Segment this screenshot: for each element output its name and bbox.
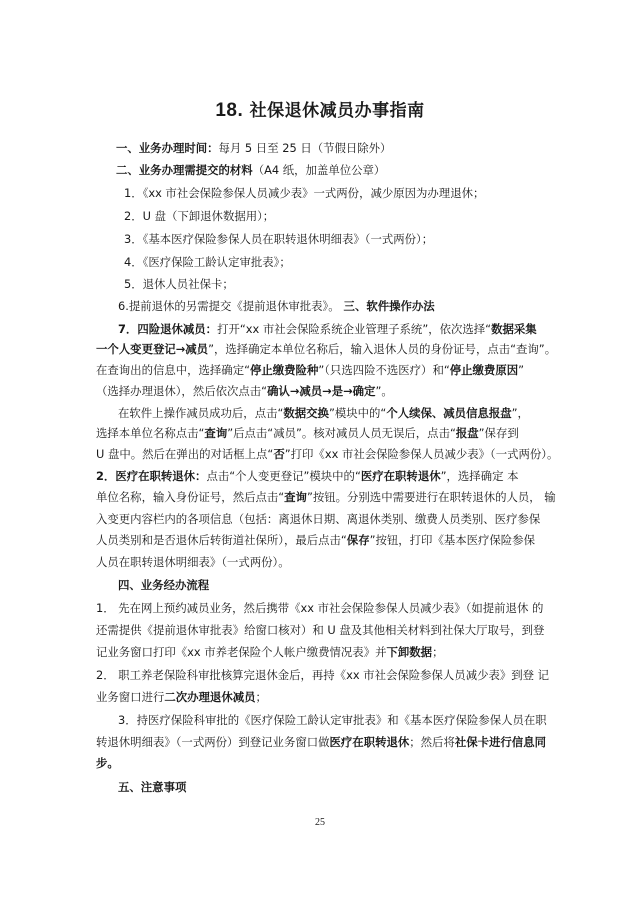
paragraph-line bbox=[118, 405, 529, 421]
emphasis-run: 报盘 bbox=[455, 426, 479, 440]
material-item: 1．《xx 市社会保险参保人员减少表》一式两份，减少原因为办理退休； bbox=[124, 186, 485, 200]
text-run: （选择办理退休），然后依次点击“ bbox=[96, 384, 268, 398]
text-run: 在查询出的信息中，选择确定“ bbox=[96, 363, 250, 377]
emphasis-run: 医疗在职转退休 bbox=[329, 735, 410, 749]
text-run: 单位名称，输入身份证号，然后点击“ bbox=[96, 490, 285, 504]
section-value: 每月 5 日至 25 日（节假日除外） bbox=[218, 141, 392, 155]
section-materials bbox=[116, 162, 385, 178]
text-run: ”打印《xx 市社会保险参保人员减少表》（一式两份）。 bbox=[284, 447, 559, 461]
text-run: 在软件上操作减员成功后，点击“ bbox=[118, 406, 284, 420]
text-run: ； bbox=[255, 690, 267, 704]
emphasis-run: 查询 bbox=[204, 426, 228, 440]
paragraph-line bbox=[96, 532, 535, 548]
emphasis-run: 停止缴费原因 bbox=[449, 363, 519, 377]
text-run: 记业务窗口打印《xx 市养老保险个人帐户缴费情况表》并 bbox=[96, 645, 387, 659]
material-item: 2．U 盘（下卸退休数据用）； bbox=[124, 209, 275, 223]
process-line: 2． 职工养老保险科审批核算完退休金后，再持《xx 市社会保险参保人员减少表》到登 记 bbox=[96, 668, 550, 682]
text-run: 业务窗口进行 bbox=[96, 690, 165, 704]
text-run: ”。 bbox=[375, 384, 393, 398]
text-run: ”保存到 bbox=[478, 426, 519, 440]
emphasis-run: 否 bbox=[273, 447, 285, 461]
title-number: 18. bbox=[215, 100, 244, 121]
section-business-time bbox=[116, 140, 391, 156]
material-item bbox=[118, 298, 435, 314]
emphasis-run: 查询 bbox=[284, 490, 307, 504]
paragraph-line: 入变更内容栏内的各项信息（包括：离退休日期、离退休类别、缴费人员类别、医疗参保 bbox=[96, 512, 541, 526]
paragraph-line bbox=[96, 341, 556, 357]
paragraph-label: 2．医疗在职转退休： bbox=[96, 469, 207, 483]
text-run: ”按钮，打印《基本医疗保险参保 bbox=[369, 533, 535, 547]
process-line bbox=[96, 689, 267, 705]
text-run: ”按钮。分别选中需要进行在职转退休的人员， 输 bbox=[306, 490, 556, 504]
paragraph-line bbox=[96, 489, 556, 505]
paragraph-line bbox=[96, 446, 558, 462]
text-run: 选择本单位名称点击“ bbox=[96, 426, 205, 440]
page-number: 25 bbox=[315, 817, 325, 828]
emphasis-run: 个人续保、减员信息报盘 bbox=[386, 406, 512, 420]
paragraph-line bbox=[96, 383, 393, 399]
text-run: 人员类别和是否退休后转街道社保所），最后点击“ bbox=[96, 533, 347, 547]
paragraph-label: 7．四险退休减员： bbox=[118, 322, 218, 336]
emphasis-run: 社保卡进行信息同 bbox=[454, 735, 546, 749]
text-run: ”，选择确定 本 bbox=[440, 469, 519, 483]
text-run: ”模块中的“ bbox=[328, 406, 387, 420]
emphasis-run: 保存 bbox=[346, 533, 370, 547]
text-run: ；然后将 bbox=[409, 735, 455, 749]
process-line: 3．持医疗保险科审批的《医疗保险工龄认定审批表》和《基本医疗保险参保人员在职 bbox=[118, 713, 547, 727]
process-line: 步。 bbox=[96, 756, 119, 770]
text-run: ” bbox=[518, 363, 525, 377]
text-run: ； bbox=[432, 645, 444, 659]
text-run: ”， bbox=[511, 406, 529, 420]
paragraph-line bbox=[96, 362, 524, 378]
emphasis-run: 数据采集 bbox=[491, 322, 537, 336]
section-heading-notes: 五、注意事项 bbox=[118, 780, 187, 794]
process-line bbox=[96, 644, 443, 660]
process-line bbox=[96, 734, 546, 750]
text-run: 点击“个人变更登记”模块中的“ bbox=[206, 469, 361, 483]
text-run: ”，选择确定本单位名称后，输入退休人员的身份证号，点击“查询”。 bbox=[208, 342, 557, 356]
text-run: 打开“xx 市社会保险系统企业管理子系统”，依次选择“ bbox=[217, 322, 492, 336]
title-text: 社保退休减员办事指南 bbox=[243, 101, 425, 121]
material-item: 3．《基本医疗保险参保人员在职转退休明细表》（一式两份）； bbox=[124, 232, 434, 246]
emphasis-run: 确认→减员→是→确定 bbox=[267, 384, 376, 398]
section-heading-software: 三、软件操作办法 bbox=[339, 299, 435, 313]
emphasis-run: 下卸数据 bbox=[386, 645, 433, 659]
paragraph-line bbox=[96, 425, 519, 441]
section-label: 一、业务办理时间： bbox=[116, 141, 219, 155]
emphasis-run: 医疗在职转退休 bbox=[360, 469, 441, 483]
page-title bbox=[0, 96, 640, 122]
section-label: 二、业务办理需提交的材料 bbox=[116, 163, 253, 177]
emphasis-run: 停止缴费险种 bbox=[249, 363, 319, 377]
emphasis-run: 一个人变更登记→减员 bbox=[96, 342, 209, 356]
emphasis-run: 二次办理退休减员 bbox=[164, 690, 256, 704]
section-value: （A4 纸，加盖单位公章） bbox=[252, 163, 386, 177]
section-heading-process: 四、业务经办流程 bbox=[118, 578, 210, 592]
material-item-text: 6.提前退休的另需提交《提前退休审批表》。 bbox=[118, 299, 340, 313]
process-line: 还需提供《提前退休审批表》给窗口核对）和 U 盘及其他相关材料到社保大厅取号，到登 bbox=[96, 623, 545, 637]
text-run: 转退休明细表》（一式两份）到登记业务窗口做 bbox=[96, 735, 330, 749]
paragraph-line bbox=[96, 468, 518, 484]
material-item: 5．退休人员社保卡； bbox=[124, 277, 234, 291]
material-item: 4．《医疗保险工龄认定审批表》； bbox=[124, 255, 291, 269]
paragraph-line: 人员在职转退休明细表》（一式两份）。 bbox=[96, 555, 290, 569]
paragraph-line bbox=[118, 321, 537, 337]
process-line: 1． 先在网上预约减员业务，然后携带《xx 市社会保险参保人员减少表》（如提前退休 的 bbox=[96, 601, 544, 615]
emphasis-run: 数据交换 bbox=[283, 406, 329, 420]
text-run: ”后点击“减员”。核对减员人员无误后，点击“ bbox=[227, 426, 456, 440]
text-run: ”（只选四险不选医疗）和“ bbox=[318, 363, 450, 377]
text-run: U 盘中。然后在弹出的对话框上点“ bbox=[96, 447, 274, 461]
